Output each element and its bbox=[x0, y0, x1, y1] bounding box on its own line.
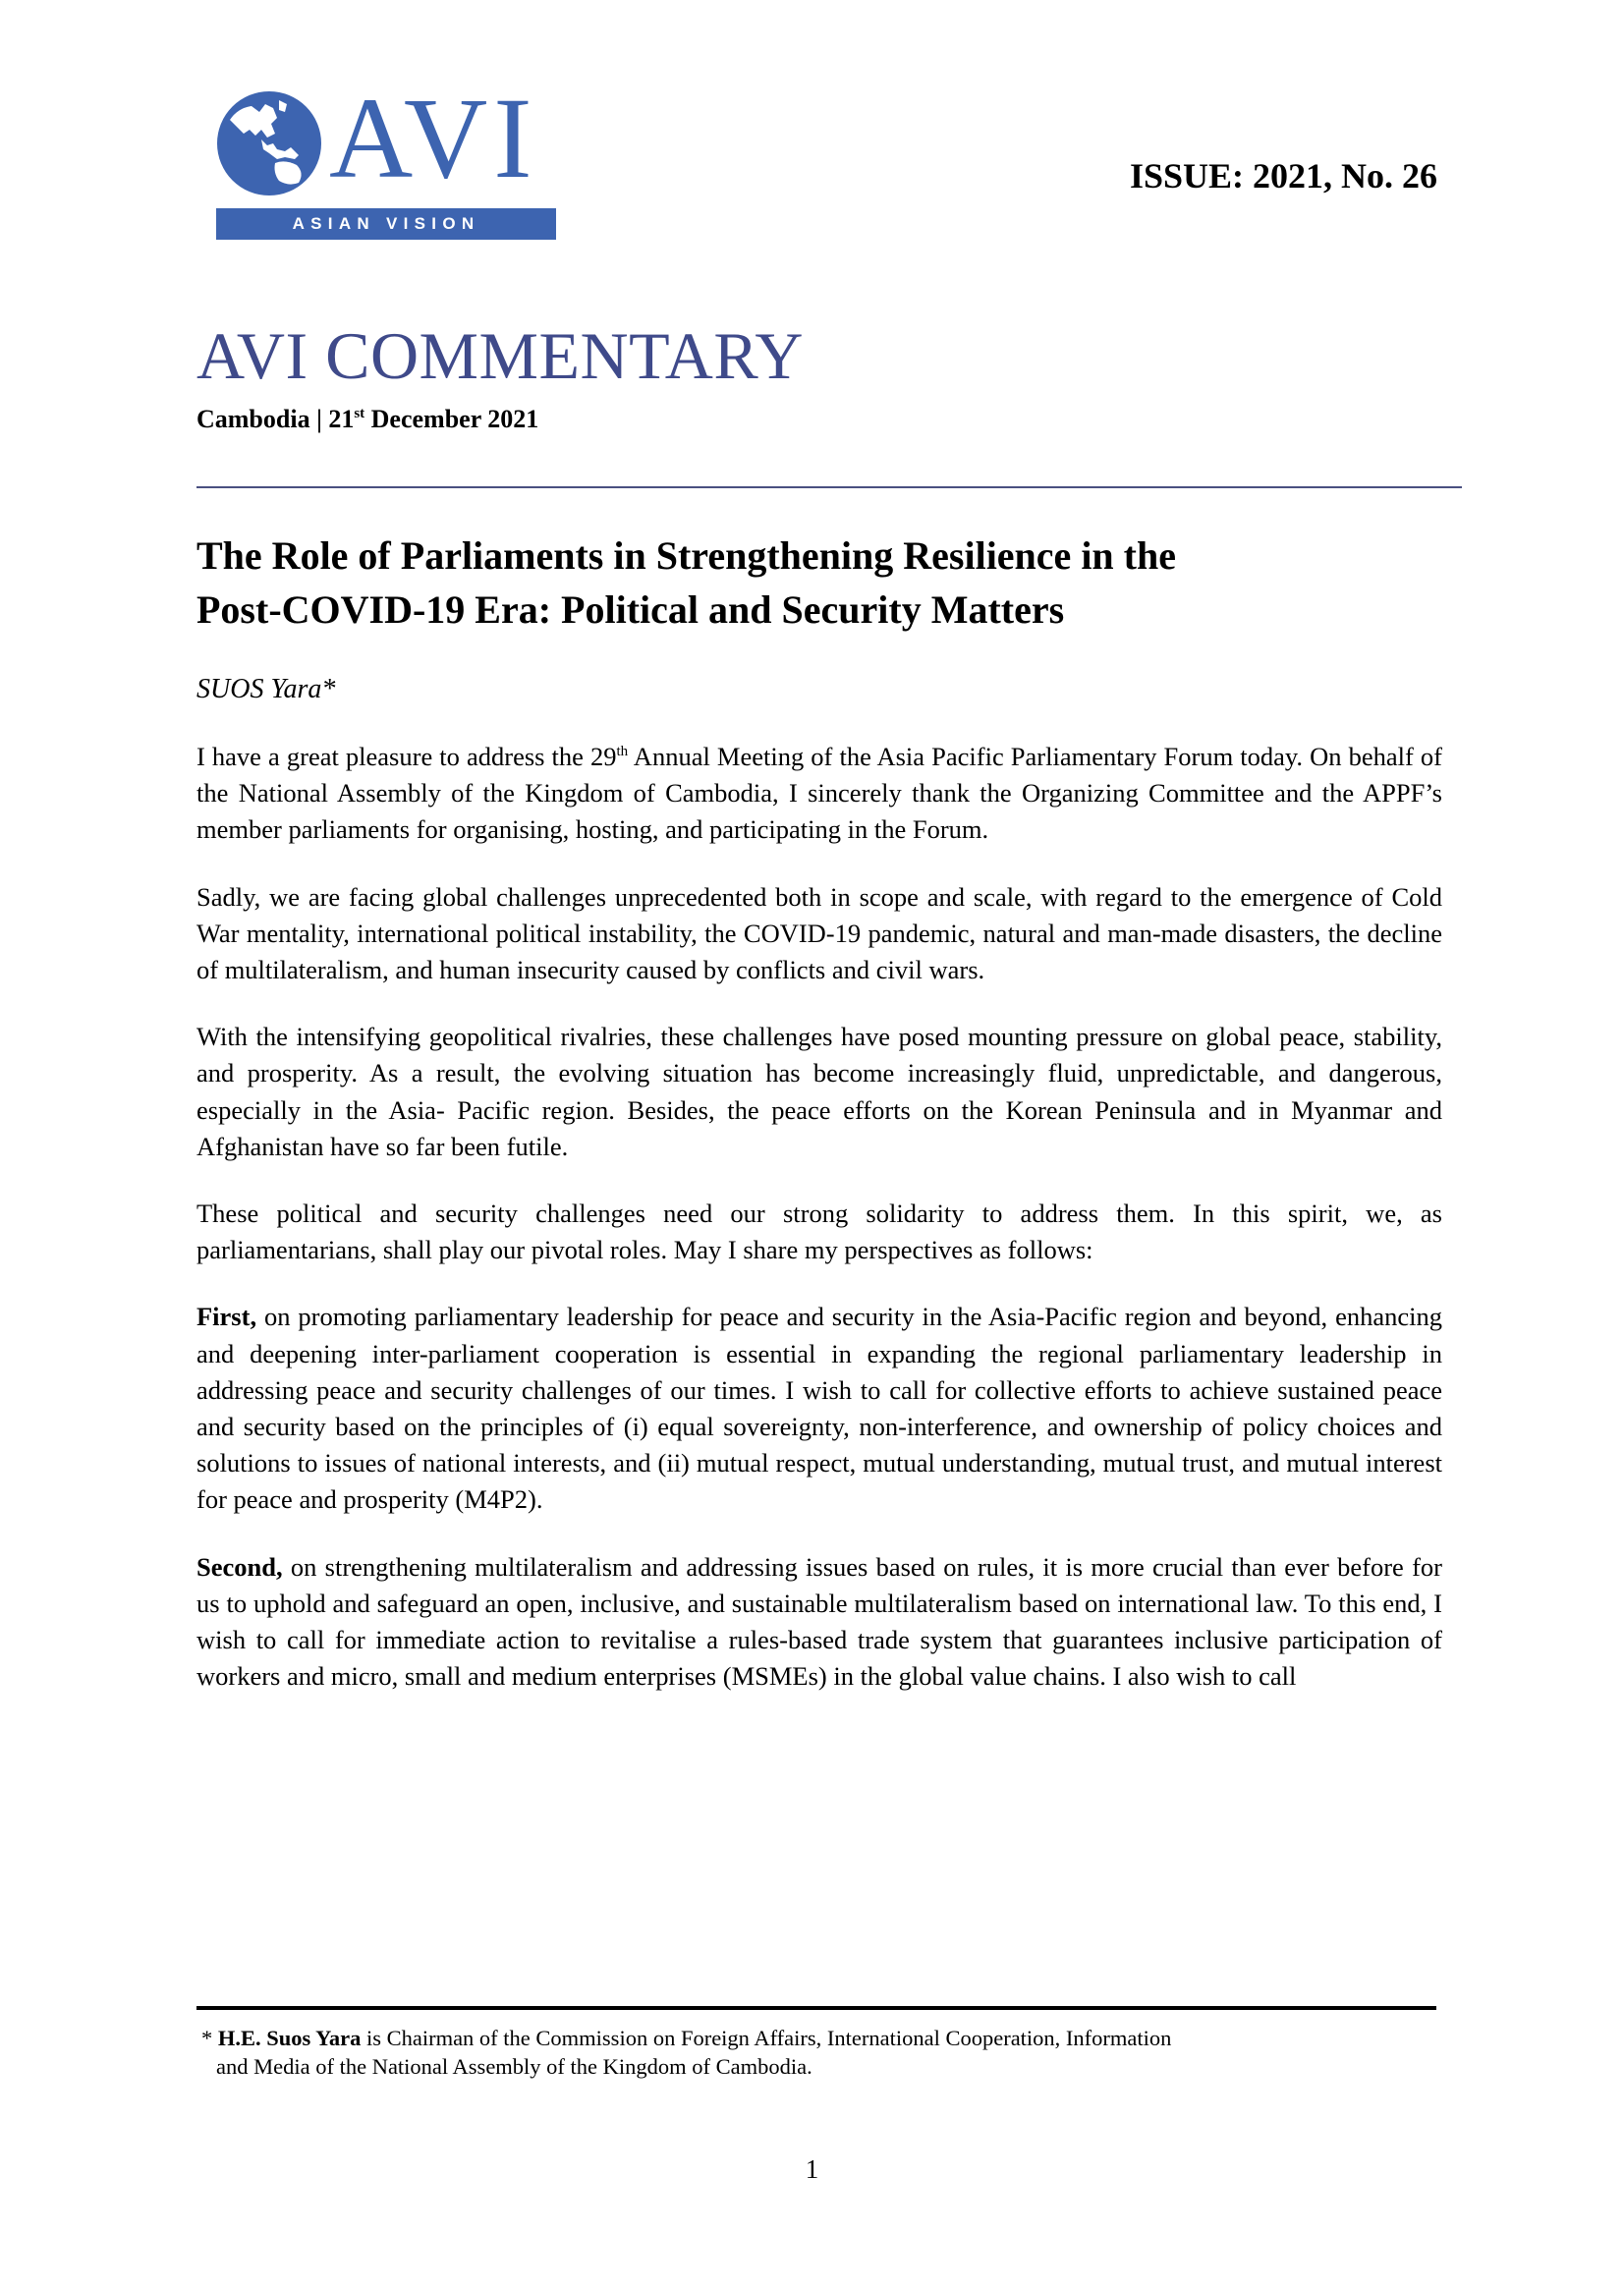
paragraph-text: Annual Meeting of the Asia Pacific Parliamentary Forum today. On behalf of the National Assembly of the Kingdom of Cambodia, I sincerely thank the Organizing Committee and the APPF’s member parliaments for organising, hosting, and participating in the Forum. bbox=[196, 742, 1442, 845]
article-body bbox=[196, 739, 1442, 1725]
paragraph bbox=[196, 1549, 1442, 1696]
paragraph-text: on strengthening multilateralism and addressing issues based on rules, it is more crucial than ever before for us to uphold and safeguard an open, inclusive, and sustainable multilateralism based on international law. To this end, I wish to call for immediate action to revitalise a rules-based trade system that guarantees inclusive participation of workers and micro, small and medium enterprises (MSMEs) in the global value chains. I also wish to call bbox=[196, 1551, 1442, 1692]
dateline-day: 21 bbox=[328, 405, 355, 433]
logo-banner: ASIAN VISION INSTITUTE bbox=[216, 208, 556, 240]
ordinal-suffix: th bbox=[616, 744, 629, 759]
article-title bbox=[196, 529, 1464, 637]
dateline-separator: | bbox=[309, 405, 329, 433]
article-title-line-2: Post-COVID-19 Era: Political and Security Matters bbox=[196, 587, 1065, 632]
dateline-month-year: December 2021 bbox=[364, 405, 539, 433]
logo-wordmark: AVI bbox=[329, 74, 538, 202]
footnote-text-line-2: and Media of the National Assembly of the Kingdom of Cambodia. bbox=[216, 2054, 812, 2079]
issue-number: ISSUE: 2021, No. 26 bbox=[1129, 156, 1437, 195]
paragraph-text: on promoting parliamentary leadership for peace and security in the Asia-Pacific region and beyond, enhancing and deepening inter-parliament cooperation is essential in expanding the regional parliamentary leadership in addressing peace and security challenges of our times. I wish to call for collective efforts to achieve sustained peace and security based on the principles of (i) equal sovereignty, non-interference, and ownership of policy choices and solutions to issues of national interests, and (ii) mutual respect, mutual understanding, mutual trust, and mutual interest for peace and prosperity (M4P2). bbox=[196, 1302, 1442, 1515]
paragraph: Sadly, we are facing global challenges unprecedented both in scope and scale, with regard to the emergence of Cold War mentality, international political instability, the COVID-19 pandemic, natural and man-made disasters, the decline of multilateralism, and human insecurity caused by conflicts and civil wars. bbox=[196, 881, 1442, 985]
header-divider bbox=[196, 486, 1462, 488]
avi-logo bbox=[216, 74, 556, 264]
page-number: 1 bbox=[805, 2154, 819, 2184]
author-byline: SUOS Yara* bbox=[196, 674, 336, 704]
footnote-rule bbox=[196, 2006, 1436, 2010]
paragraph-lead: First, bbox=[196, 1302, 257, 1332]
dateline bbox=[196, 403, 538, 436]
footnote bbox=[201, 2024, 1439, 2081]
paragraph-text: I have a great pleasure to address the 29 bbox=[196, 742, 617, 771]
paragraph bbox=[196, 1299, 1442, 1518]
paragraph bbox=[196, 739, 1442, 849]
dateline-day-suffix: st bbox=[354, 406, 365, 421]
footnote-marker: * bbox=[201, 2026, 218, 2050]
paragraph-lead: Second, bbox=[196, 1551, 283, 1582]
article-title-line-1: The Role of Parliaments in Strengthening Resilience in the bbox=[196, 533, 1176, 578]
dateline-country: Cambodia bbox=[196, 405, 310, 433]
globe-icon bbox=[216, 90, 322, 196]
footnote-text: is Chairman of the Commission on Foreign Affairs, International Cooperation, Information bbox=[361, 2026, 1172, 2050]
footnote-name: H.E. Suos Yara bbox=[217, 2026, 362, 2050]
paragraph: These political and security challenges need our strong solidarity to address them. In this spirit, we, as parliamentarians, shall play our pivotal roles. May I share my perspectives as follows: bbox=[196, 1199, 1442, 1265]
series-title: AVI COMMENTARY bbox=[196, 318, 805, 393]
paragraph: With the intensifying geopolitical rivalries, these challenges have posed mounting pressure on global peace, stability, and prosperity. As a result, the evolving situation has become increasingly fluid, unpredictable, and dangerous, especially in the Asia- Pacific region. Besides, the peace efforts on the Korean Peninsula and in Myanmar and Afghanistan have so far been futile. bbox=[196, 1022, 1442, 1161]
